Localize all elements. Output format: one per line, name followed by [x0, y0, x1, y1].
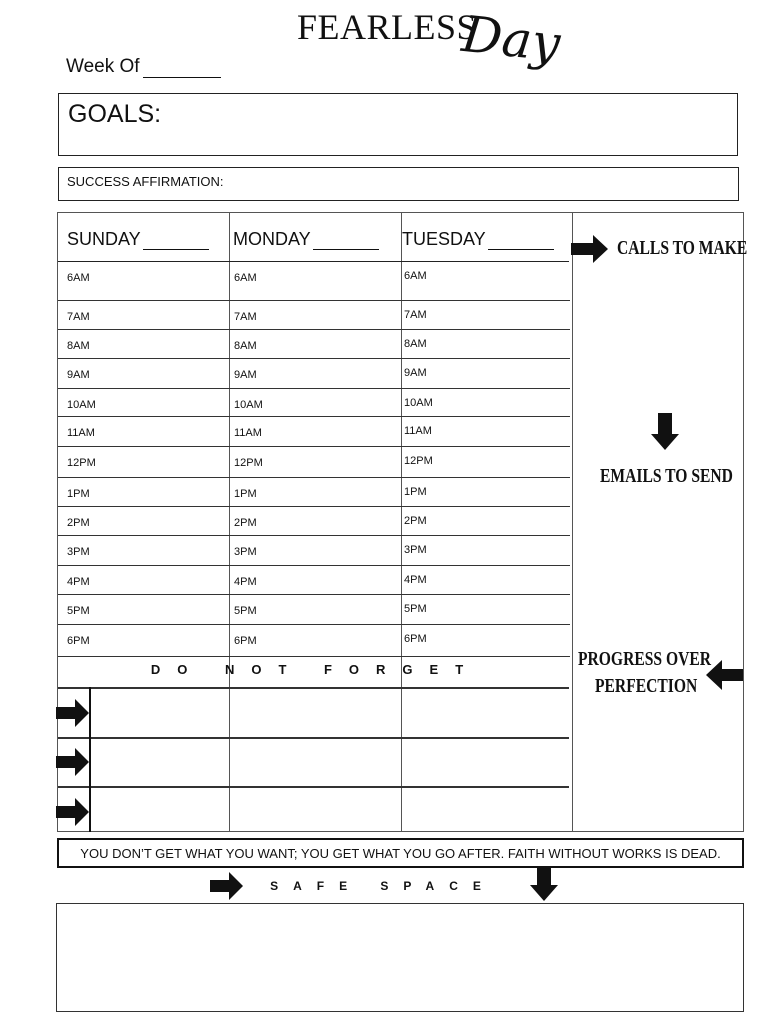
time-slot-label: 3PM	[67, 546, 90, 558]
row-divider	[58, 300, 570, 301]
date-line[interactable]	[488, 235, 554, 250]
time-slot-label: 12PM	[67, 457, 96, 469]
column-divider	[401, 212, 402, 832]
row-divider	[58, 446, 570, 447]
row-divider	[58, 535, 570, 536]
time-slot-label: 7AM	[404, 309, 427, 321]
goals-label: GOALS:	[68, 100, 162, 128]
time-slot-label: 3PM	[404, 544, 427, 556]
quote-text: YOU DON’T GET WHAT YOU WANT; YOU GET WHAT YOU GO AFTER. FAITH WITHOUT WORKS IS DEAD.	[80, 846, 721, 861]
time-slot-label: 2PM	[234, 517, 257, 529]
time-slot-label: 9AM	[234, 369, 257, 381]
row-divider	[58, 358, 570, 359]
time-slot-label: 8AM	[404, 338, 427, 350]
day-header-sunday	[67, 229, 209, 250]
row-divider	[58, 506, 570, 507]
arrow-right-icon	[571, 235, 609, 263]
time-slot-label: 12PM	[404, 455, 433, 467]
time-slot-label: 5PM	[404, 603, 427, 615]
affirmation-label: SUCCESS AFFIRMATION:	[67, 174, 224, 189]
time-slot-label: 11AM	[67, 427, 95, 439]
divider	[58, 786, 569, 788]
time-slot-label: 10AM	[67, 399, 96, 411]
arrow-down-icon	[650, 413, 680, 451]
time-slot-label: 11AM	[234, 427, 262, 439]
page-title-script: Day	[459, 5, 563, 73]
time-slot-label: 11AM	[404, 425, 432, 437]
week-of-field[interactable]	[66, 56, 221, 78]
time-slot-label: 4PM	[234, 576, 257, 588]
time-slot-label: 1PM	[67, 488, 90, 500]
arrow-right-icon	[56, 699, 90, 727]
row-divider	[58, 416, 570, 417]
time-slot-label: 6PM	[234, 635, 257, 647]
time-slot-label: 9AM	[67, 369, 90, 381]
time-slot-label: 4PM	[67, 576, 90, 588]
time-slot-label: 6AM	[404, 270, 427, 282]
time-slot-label: 5PM	[67, 605, 90, 617]
time-slot-label: 1PM	[234, 488, 257, 500]
row-divider	[58, 565, 570, 566]
row-divider	[58, 594, 570, 595]
time-slot-label: 1PM	[404, 486, 427, 498]
safe-space-box[interactable]	[56, 903, 744, 1012]
time-slot-label: 6PM	[67, 635, 90, 647]
time-slot-label: 10AM	[404, 397, 433, 409]
divider	[58, 687, 569, 689]
progress-label-line2: PERFECTION	[595, 675, 698, 697]
column-divider	[229, 212, 230, 832]
time-slot-label: 2PM	[67, 517, 90, 529]
arrow-down-icon	[529, 866, 559, 902]
time-slot-label: 10AM	[234, 399, 263, 411]
row-divider	[58, 624, 570, 625]
do-not-forget-label: DO NOT FORGET	[150, 662, 481, 677]
page-title: FEARLESS	[297, 7, 478, 47]
arrow-right-icon	[56, 748, 90, 776]
divider	[58, 737, 569, 739]
time-slot-label: 7AM	[234, 311, 257, 323]
day-label: MONDAY	[233, 229, 311, 249]
time-slot-label: 5PM	[234, 605, 257, 617]
day-header-monday	[233, 229, 379, 250]
time-slot-label: 7AM	[67, 311, 90, 323]
row-divider	[58, 477, 570, 478]
date-line[interactable]	[143, 235, 209, 250]
time-slot-label: 6AM	[234, 272, 257, 284]
row-divider	[58, 329, 570, 330]
time-slot-label: 6AM	[67, 272, 90, 284]
arrow-right-icon	[210, 872, 244, 900]
time-slot-label: 4PM	[404, 574, 427, 586]
column-divider	[572, 212, 573, 832]
week-of-line[interactable]	[143, 61, 221, 78]
emails-to-send-label: EMAILS TO SEND	[600, 465, 733, 487]
progress-label-line1: PROGRESS OVER	[578, 648, 712, 670]
time-slot-label: 8AM	[234, 340, 257, 352]
time-slot-label: 6PM	[404, 633, 427, 645]
row-divider	[58, 656, 570, 657]
safe-space-label: SAFE SPACE	[270, 879, 496, 893]
row-divider	[58, 388, 570, 389]
calls-to-make-label: CALLS TO MAKE	[617, 237, 748, 259]
arrow-right-icon	[56, 798, 90, 826]
date-line[interactable]	[313, 235, 379, 250]
arrow-left-icon	[706, 660, 744, 690]
time-slot-label: 3PM	[234, 546, 257, 558]
day-label: SUNDAY	[67, 229, 141, 249]
week-of-label: Week Of	[66, 56, 140, 77]
time-slot-label: 9AM	[404, 367, 427, 379]
day-header-tuesday	[402, 229, 554, 250]
time-slot-label: 8AM	[67, 340, 90, 352]
row-divider	[58, 261, 569, 262]
time-slot-label: 12PM	[234, 457, 263, 469]
day-label: TUESDAY	[402, 229, 486, 249]
time-slot-label: 2PM	[404, 515, 427, 527]
